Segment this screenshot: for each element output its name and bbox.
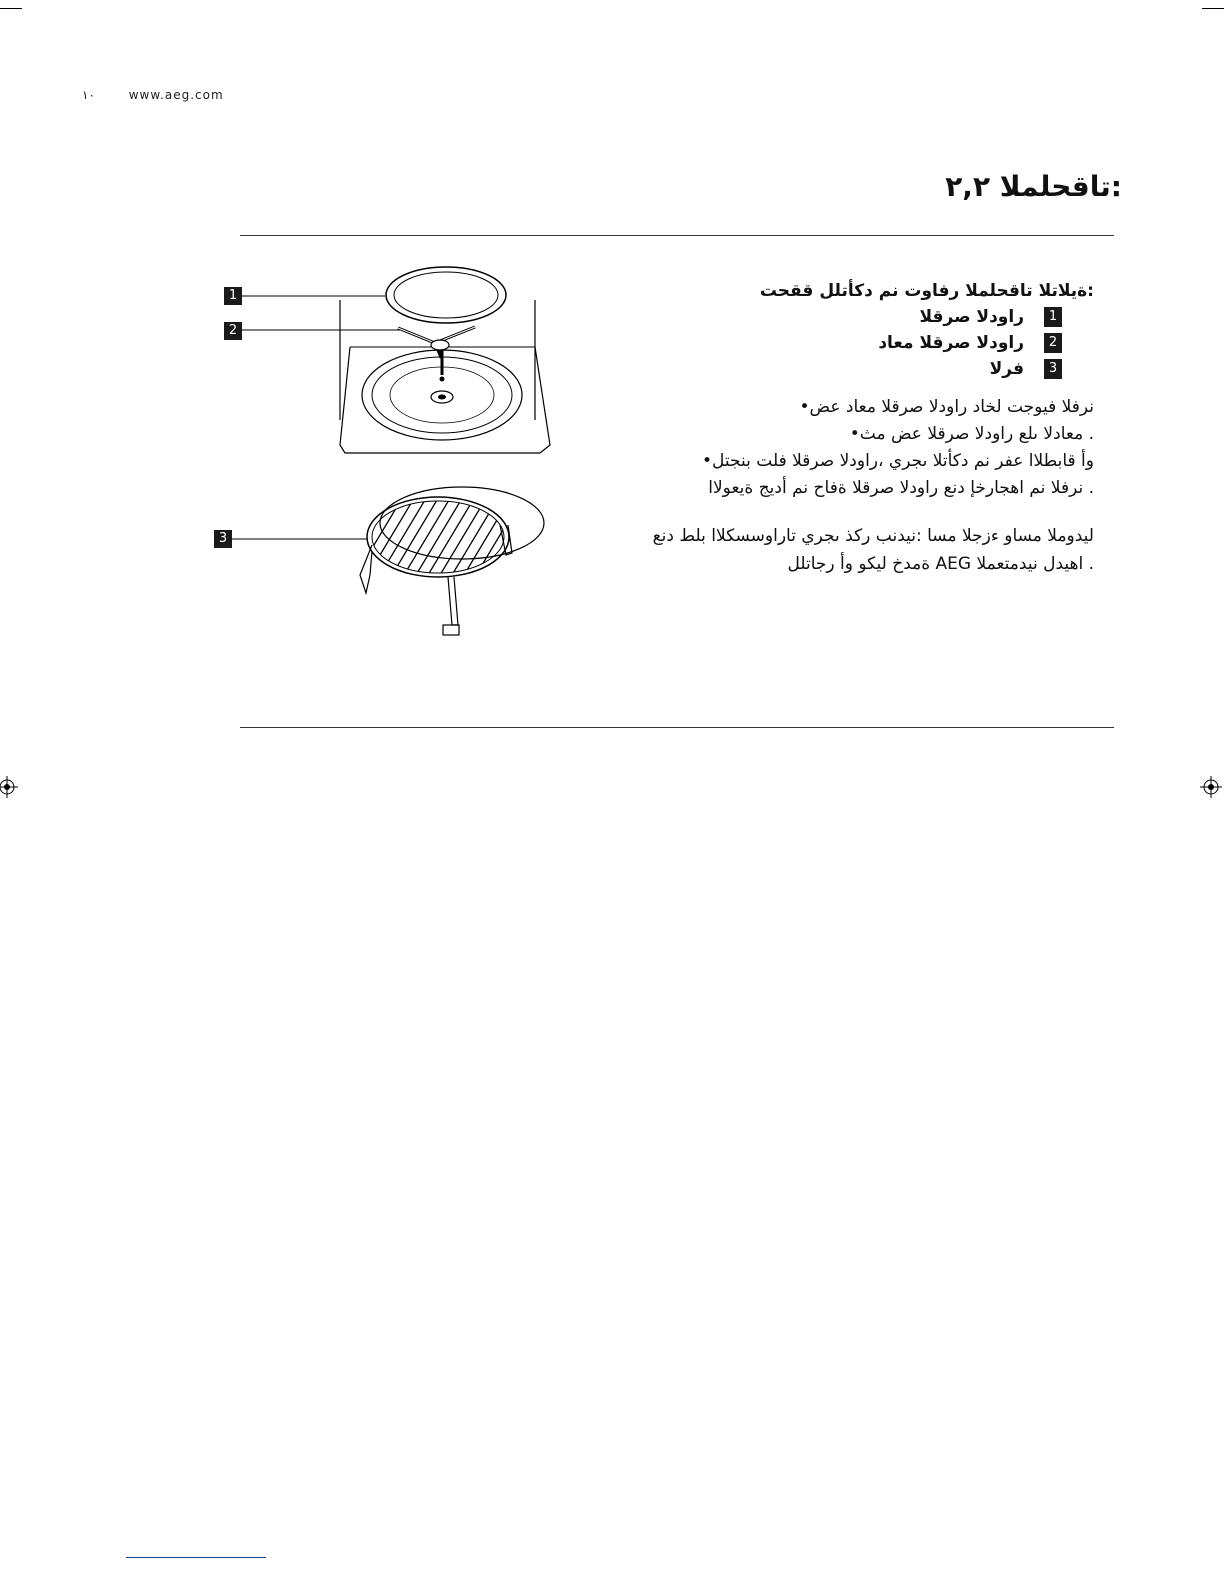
grill-rack [350, 485, 544, 635]
instruction-line: . معادلا ىلع راودلا صرقلا عض مث• [849, 424, 1094, 444]
top-divider [240, 235, 1114, 236]
callout-3: 3 [214, 530, 232, 548]
list-item [574, 356, 1062, 382]
instruction-line: نرفلا فيوجت لخاد راودلا صرقلا معاد عض• [799, 397, 1094, 417]
registration-mark-icon [0, 776, 18, 798]
item-number: 2 [1044, 333, 1062, 353]
list-item [574, 330, 1062, 356]
note-line: . اهيدل نيدمتعملا AEG ةمدخ ليكو وأ رجاتلل [787, 554, 1094, 574]
registration-mark-icon [1200, 776, 1222, 798]
instructions-list [574, 394, 1094, 502]
page-header [82, 88, 224, 102]
note-line: ليدوملا مساو ءزجلا مسا :نيدنب ركذ ىجري تاراوسسكلاا بلط دنع [652, 526, 1094, 546]
item-label: راودلا صرقلا [919, 307, 1024, 327]
turntable-plate [386, 267, 506, 323]
instruction-line: . نرفلا نم اهجارخإ دنع راودلا صرقلا ةفاح نم أديج ةيعولاا [708, 478, 1094, 498]
callout-2: 2 [224, 322, 242, 340]
item-number: 1 [1044, 307, 1062, 327]
item-label: راودلا صرقلا معاد [878, 333, 1024, 353]
accessories-diagram [200, 255, 600, 665]
intro-text: :ةيلاتلا تاقحلملا رفاوت نم دكأتلل ققحت [759, 281, 1094, 301]
callout-1: 1 [224, 287, 242, 305]
item-label: فرلا [989, 359, 1024, 379]
section-title: :تاقحلملا ٢,٢ [945, 170, 1122, 203]
page-number: ١٠ [82, 88, 95, 102]
instruction-line: وأ قابطلاا عفر نم دكأتلا ىجري ،راودلا صرقلا فلت بنجتل• [702, 451, 1094, 471]
accessories-text [574, 278, 1094, 578]
bottom-divider [240, 727, 1114, 728]
crop-mark [1202, 8, 1224, 9]
list-item [574, 304, 1062, 330]
header-url: www.aeg.com [128, 88, 224, 102]
footer-line [126, 1557, 266, 1558]
ordering-note [574, 522, 1094, 578]
item-number: 3 [1044, 359, 1062, 379]
crop-mark [0, 8, 22, 9]
